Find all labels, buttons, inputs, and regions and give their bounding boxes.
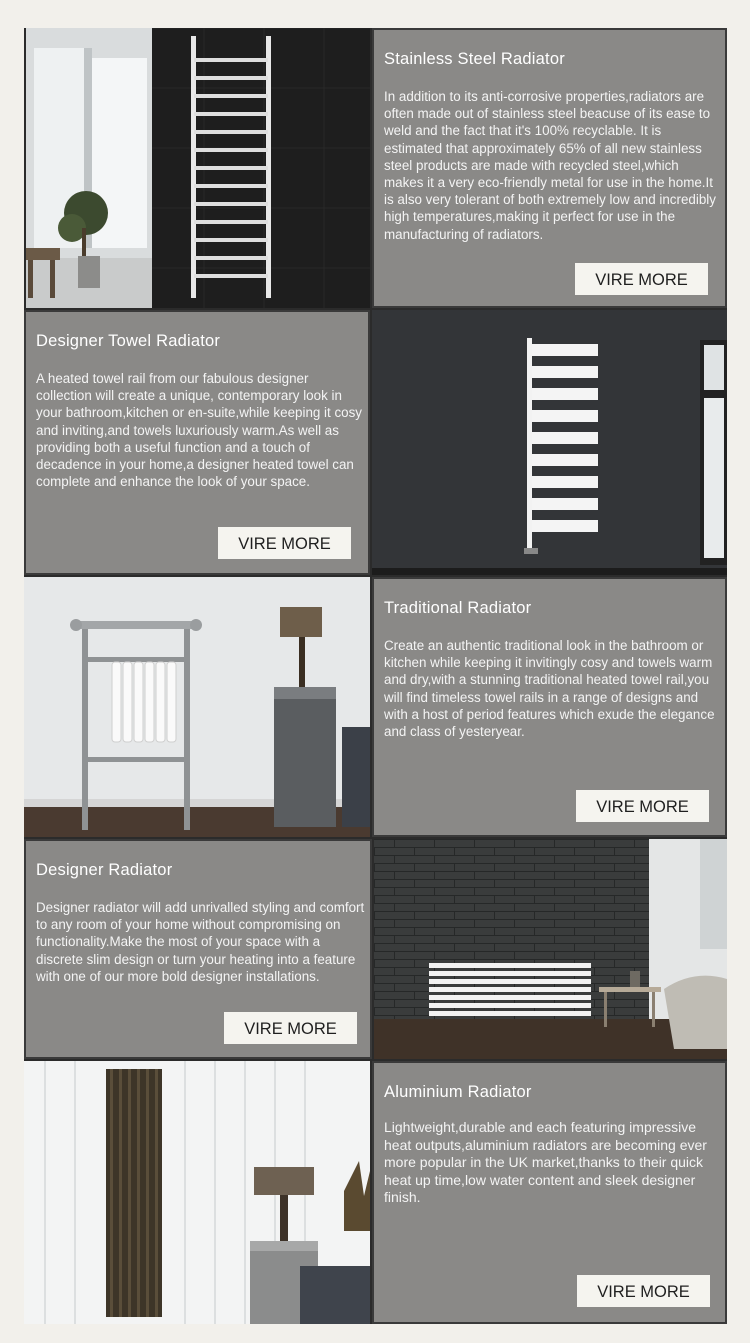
designer-vire-more-button[interactable]: VIRE MORE xyxy=(224,1012,357,1044)
section-title: Traditional Radiator xyxy=(384,599,532,617)
traditional-radiator-card xyxy=(372,577,727,837)
section-description: Create an authentic traditional look in the bathroom or kitchen while keeping it invitingly cosy and towels warm and dry,with a stunning traditional heated towel rail,you will find timeless towel rails in a range of designs and with a host of period features which exude the elegance and class of yesteryear. xyxy=(384,638,715,740)
section-description: Designer radiator will add unrivalled styling and comfort to any room of your home without compromising on functionality.Make the most of your space with a discrete slim design or turn your heating into a feature with one of our more bold designer installations. xyxy=(36,900,365,984)
section-description: A heated towel rail from our fabulous designer collection will create a unique, contemporary look in your bathroom,kitchen or en-suite,while keeping it cosy and inviting,and towels luxuriously warm.As well as providing both a useful function and a touch of decadence in your home,a designer heated towel can complete and enhance the look of your space. xyxy=(36,371,363,490)
stainless-steel-radiator-card xyxy=(372,28,727,308)
designer-towel-radiator-card xyxy=(24,310,370,575)
section-title: Stainless Steel Radiator xyxy=(384,50,565,68)
product-grid xyxy=(24,28,727,1324)
designer-radiator-image xyxy=(374,839,727,1059)
aluminium-radiator-card xyxy=(372,1061,727,1324)
traditional-vire-more-button[interactable]: VIRE MORE xyxy=(576,790,709,822)
section-title: Designer Radiator xyxy=(36,861,173,879)
designer-towel-vire-more-button[interactable]: VIRE MORE xyxy=(218,527,351,559)
stainless-steel-vire-more-button[interactable]: VIRE MORE xyxy=(575,263,708,295)
section-description: Lightweight,durable and each featuring impressive heat outputs,aluminium radiators are becoming ever more popular in the UK market,thanks to their quick heat up time,low water content and sleek designer finish. xyxy=(384,1119,707,1205)
traditional-radiator-image xyxy=(24,577,370,837)
designer-radiator-card xyxy=(24,839,372,1059)
section-title: Aluminium Radiator xyxy=(384,1083,532,1101)
section-description: In addition to its anti-corrosive properties,radiators are often made out of stainless steel beacuse of its ease to weld and the fact that it's 100% recyclable. It is estimated that approximately 65% of all new stainless steel products are made with recycled steel,which makes it a very eco-friendly metal for use in the home.It is also very tolerant of both extremely low and incredibly high temperatures,making it perfect for use in the manufacturing of radiators. xyxy=(384,89,716,242)
designer-towel-radiator-image xyxy=(372,310,727,575)
stainless-steel-radiator-image xyxy=(24,28,370,308)
section-title: Designer Towel Radiator xyxy=(36,332,221,350)
aluminium-vire-more-button[interactable]: VIRE MORE xyxy=(577,1275,710,1307)
aluminium-radiator-image xyxy=(24,1061,370,1324)
